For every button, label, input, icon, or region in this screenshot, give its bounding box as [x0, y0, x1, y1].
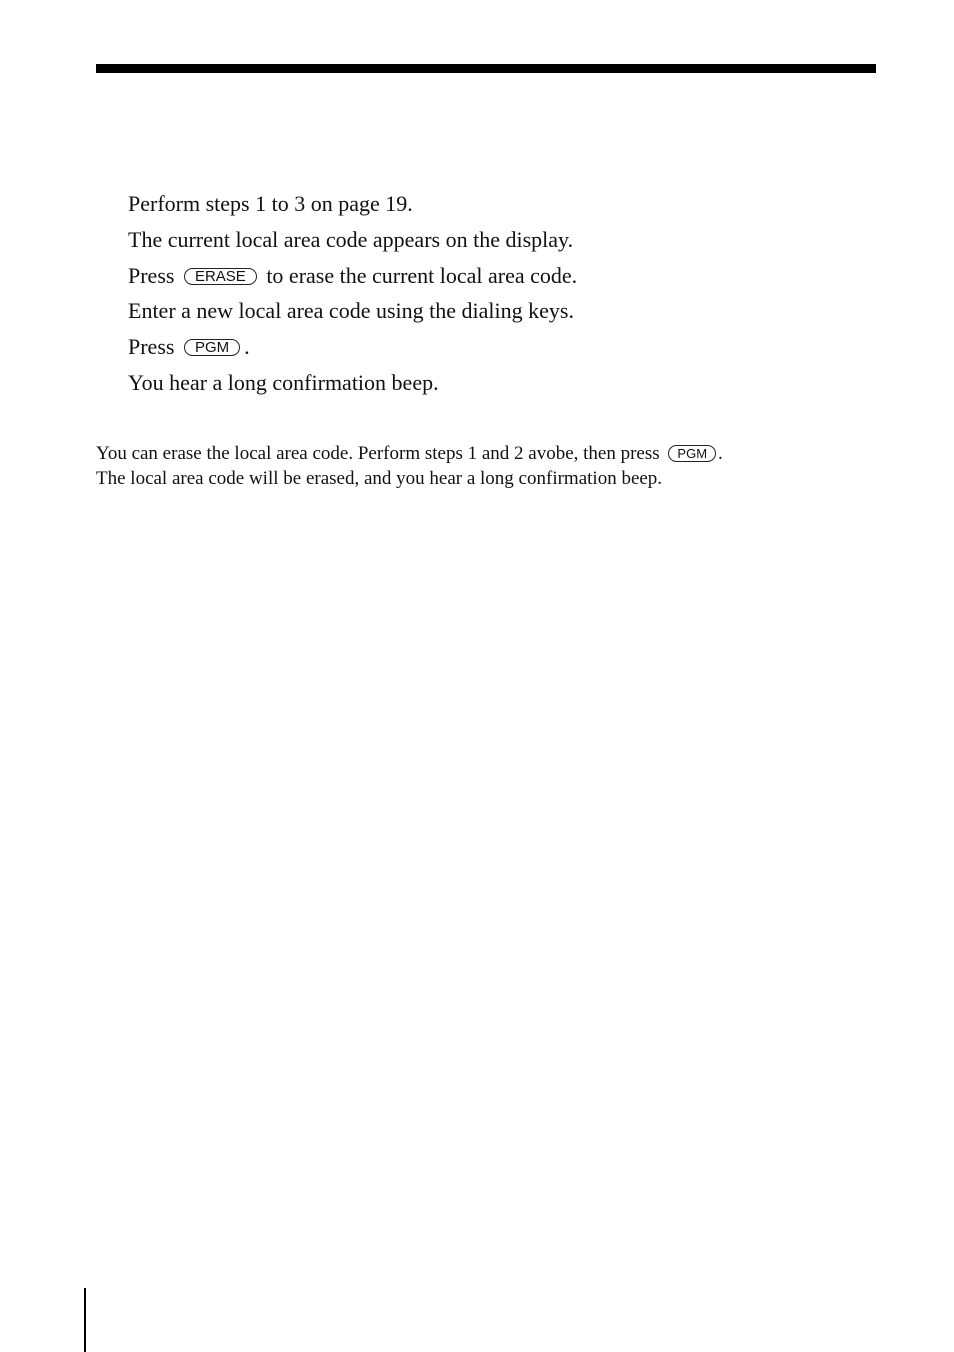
step-4-text: Press PGM . — [128, 334, 250, 360]
step-4-result-text: You hear a long confirmation beep. — [128, 369, 439, 395]
note-paragraph: You can erase the local area code. Perform steps 1 and 2 avobe, then press PGM . The local area code will be erased, and you hear a long confirmation beep. — [96, 443, 723, 489]
header-rule — [96, 64, 876, 73]
step-3-text: Enter a new local area code using the dialing keys. — [128, 298, 574, 324]
pgm-key-icon: PGM — [184, 339, 240, 356]
page-margin-rule — [84, 1288, 86, 1352]
step-1-text: Perform steps 1 to 3 on page 19. — [128, 191, 413, 216]
pgm-key-icon: PGM — [668, 445, 716, 462]
step-1-result-text: The current local area code appears on the display. — [128, 226, 574, 252]
step-2-text: Press ERASE to erase the current local area code. — [128, 262, 578, 288]
procedure-steps — [128, 186, 828, 401]
erase-key-icon: ERASE — [184, 268, 257, 285]
